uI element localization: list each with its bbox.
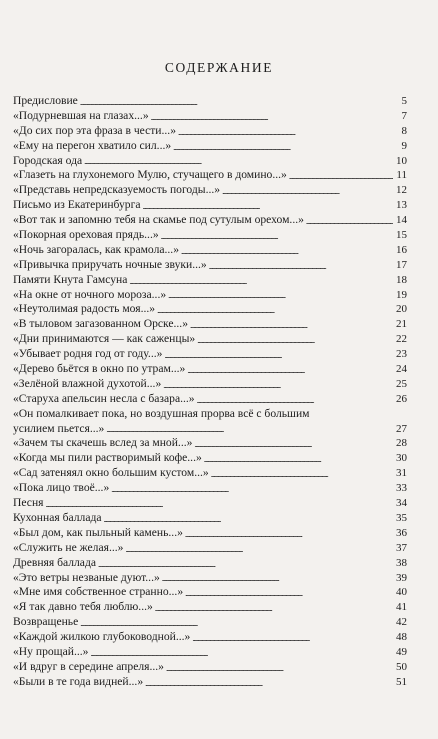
toc-entry — [13, 139, 407, 154]
toc-entry-title: «Каждой жилкою глубоководной...» — [13, 630, 191, 644]
dot-leader — [204, 451, 393, 466]
toc-page-number: 27 — [396, 422, 407, 435]
dot-leader — [168, 288, 393, 303]
dot-leader — [185, 585, 393, 600]
dot-leader — [98, 556, 393, 571]
toc-entry-title: «Ну прощай...» — [13, 644, 89, 658]
dot-leader — [151, 109, 393, 124]
toc-page-number: 16 — [396, 243, 407, 256]
toc-page-number: 22 — [396, 333, 407, 346]
dot-leader — [106, 422, 393, 437]
toc-entry-title: «На окне от ночного мороза...» — [13, 287, 167, 301]
dot-leader — [187, 362, 393, 377]
dot-leader — [80, 94, 393, 109]
toc-entry-title: «Я так давно тебя люблю...» — [13, 600, 153, 614]
toc-entry — [13, 332, 407, 347]
dot-leader — [178, 124, 393, 139]
toc-entry-title: Древняя баллада — [13, 555, 97, 569]
dot-leader — [306, 213, 393, 228]
dot-leader — [197, 332, 393, 347]
toc-page-number: 41 — [396, 601, 407, 614]
toc-entry-title: «Пока лицо твоё...» — [13, 481, 110, 495]
dot-leader — [125, 541, 393, 556]
toc-page-number: 30 — [396, 452, 407, 465]
toc-entry-title: «Представь непредсказуемость погоды...» — [13, 183, 221, 197]
dot-leader — [46, 496, 394, 511]
toc-entry-title: «Привычка приручать ночные звуки...» — [13, 257, 207, 271]
toc-entry-title: Возвращенье — [13, 615, 79, 629]
toc-entry-title: «Были в те года видней...» — [13, 674, 144, 688]
dot-leader — [84, 154, 393, 169]
toc-entry-title: «Сад затеняял окно большим кустом...» — [13, 466, 209, 480]
toc-entry-title: «И вдруг в середине апреля...» — [13, 659, 164, 673]
dot-leader — [80, 615, 393, 630]
toc-page-number: 9 — [401, 139, 407, 152]
toc-entry — [13, 675, 407, 690]
toc-page-number: 8 — [401, 124, 407, 137]
dot-leader — [185, 526, 393, 541]
toc-page-number: 50 — [396, 660, 407, 673]
page-title: СОДЕРЖАНИЕ — [164, 60, 274, 75]
toc-page-number: 51 — [396, 675, 407, 688]
toc-entry — [13, 571, 407, 586]
dot-leader — [162, 571, 393, 586]
dot-leader — [164, 347, 393, 362]
toc-page-number: 36 — [396, 526, 407, 539]
toc-page-number: 21 — [396, 318, 407, 331]
toc-page-number: 26 — [396, 392, 407, 405]
toc-page-number: 42 — [396, 616, 407, 629]
toc-entry — [13, 600, 407, 615]
dot-leader — [155, 600, 393, 615]
toc-entry — [13, 258, 407, 273]
toc-entry-title: Письмо из Екатеринбурга — [13, 198, 141, 212]
toc-entry — [13, 541, 407, 556]
toc-entry-title: «Зелёной влажной духотой...» — [13, 376, 162, 390]
toc-entry — [13, 585, 407, 600]
toc-entry — [13, 168, 407, 183]
toc-entry-title-continued: усилием пьется...» — [13, 421, 105, 435]
toc-entry-title: «Когда мы пили растворимый кофе...» — [13, 451, 202, 465]
toc-entry — [13, 288, 407, 303]
toc-entry — [13, 317, 407, 332]
toc-page-number: 49 — [396, 645, 407, 658]
toc-entry-title: «Ему на перегон хватило сил...» — [13, 138, 172, 152]
toc-entry-title: Песня — [13, 496, 44, 510]
toc-page-number: 11 — [396, 169, 407, 182]
toc-page-number: 39 — [396, 571, 407, 584]
toc-page-number: 5 — [401, 94, 407, 107]
toc-entry — [13, 213, 407, 228]
toc-entry — [13, 407, 407, 437]
dot-leader — [222, 183, 393, 198]
toc-page-number: 15 — [396, 229, 407, 241]
toc-entry — [13, 273, 407, 288]
toc-entry-title: Городская ода — [13, 153, 83, 167]
toc-page-number: 34 — [396, 497, 407, 510]
toc-entry — [13, 451, 407, 466]
toc-entry — [13, 511, 407, 526]
toc-entry-title: Кухонная баллада — [13, 510, 102, 524]
toc-page-number: 33 — [396, 482, 407, 495]
toc-entry — [13, 183, 407, 198]
toc-page-number: 17 — [396, 258, 407, 271]
toc-entry-title: «Он помалкивает пока, но воздушная прорва всё с большим — [13, 406, 310, 420]
toc-entry — [13, 496, 407, 511]
dot-leader — [90, 645, 393, 660]
toc-entry-title: Памяти Кнута Гамсуна — [13, 272, 128, 286]
toc-page-number: 37 — [396, 541, 407, 554]
dot-leader — [194, 437, 393, 452]
dot-leader — [145, 675, 393, 690]
toc-entry — [13, 526, 407, 541]
toc-entry — [13, 94, 407, 109]
toc-page-number: 40 — [396, 586, 407, 599]
dot-leader — [190, 317, 393, 332]
toc-entry-title: «Зачем ты скачешь вслед за мной...» — [13, 436, 193, 450]
dot-leader — [289, 168, 393, 183]
toc-entry — [13, 392, 407, 407]
table-of-contents — [13, 94, 407, 690]
dot-leader — [211, 466, 393, 481]
toc-page-number: 23 — [396, 348, 407, 361]
dot-leader — [181, 243, 393, 258]
toc-page-number: 28 — [396, 437, 407, 450]
toc-entry — [13, 109, 407, 124]
toc-entry-title: «Неутолимая радость моя...» — [13, 302, 156, 316]
toc-entry — [13, 615, 407, 630]
dot-leader — [111, 481, 393, 496]
toc-entry — [13, 645, 407, 660]
toc-page-number: 14 — [396, 214, 407, 227]
toc-entry — [13, 302, 407, 317]
toc-entry — [13, 198, 407, 213]
toc-entry — [13, 154, 407, 169]
toc-entry — [13, 466, 407, 481]
toc-page-number: 48 — [396, 631, 407, 644]
dot-leader — [129, 273, 393, 288]
toc-entry-title: Предисловие — [13, 93, 78, 107]
toc-entry-title: «Вот так и запомню тебя на скамье под сутулым орехом...» — [13, 213, 304, 227]
toc-entry — [13, 377, 407, 392]
toc-entry — [13, 556, 407, 571]
dot-leader — [157, 302, 393, 317]
toc-entry-title: «Дни принимаются — как саженцы» — [13, 332, 196, 346]
toc-entry-title: «Это ветры незваные дуют...» — [13, 570, 160, 584]
toc-entry-title: «В тыловом загазованном Орске...» — [13, 317, 188, 331]
dot-leader — [104, 511, 393, 526]
toc-page-number: 10 — [396, 154, 407, 167]
dot-leader — [142, 198, 393, 213]
toc-entry — [13, 481, 407, 496]
toc-entry-title: «Служить не желая...» — [13, 540, 124, 554]
toc-page-number: 18 — [396, 273, 407, 286]
toc-page-number: 38 — [396, 556, 407, 569]
dot-leader — [192, 630, 393, 645]
dot-leader — [197, 392, 393, 407]
toc-entry-title: «Убывает родня год от году...» — [13, 347, 163, 361]
toc-page-number: 19 — [396, 288, 407, 301]
toc-page-number: 12 — [396, 184, 407, 197]
toc-entry-title: «Подурневшая на глазах...» — [13, 108, 149, 122]
toc-page-number: 13 — [396, 199, 407, 212]
toc-entry-title: «До сих пор эта фраза в чести...» — [13, 123, 176, 137]
toc-entry-title: «Ночь загоралась, как крамола...» — [13, 242, 179, 256]
toc-entry — [13, 347, 407, 362]
toc-entry-title: «Мне имя собственное странно...» — [13, 585, 184, 599]
dot-leader — [163, 377, 393, 392]
dot-leader — [166, 660, 393, 675]
toc-page-number: 31 — [396, 467, 407, 480]
toc-page-number: 24 — [396, 363, 407, 376]
toc-entry-title: «Покорная ореховая прядь...» — [13, 228, 159, 241]
dot-leader — [161, 228, 393, 243]
toc-entry-title: «Дерево бьётся в окно по утрам...» — [13, 362, 186, 376]
dot-leader — [209, 258, 393, 273]
toc-entry — [13, 362, 407, 377]
toc-page-number: 25 — [396, 377, 407, 390]
toc-page-number: 7 — [401, 109, 407, 122]
dot-leader — [173, 139, 393, 154]
toc-entry — [13, 243, 407, 258]
toc-entry — [13, 630, 407, 645]
toc-entry-title: «Глазеть на глухонемого Мулю, стучащего в домино...» — [13, 168, 287, 182]
toc-entry — [13, 660, 407, 675]
toc-entry-title: «Был дом, как пыльный камень...» — [13, 525, 183, 539]
toc-page-number: 20 — [396, 303, 407, 316]
toc-entry-title: «Старуха апельсин несла с базара...» — [13, 391, 195, 405]
toc-entry — [13, 228, 407, 243]
toc-page-number: 35 — [396, 511, 407, 524]
toc-entry — [13, 124, 407, 139]
toc-entry — [13, 437, 407, 452]
